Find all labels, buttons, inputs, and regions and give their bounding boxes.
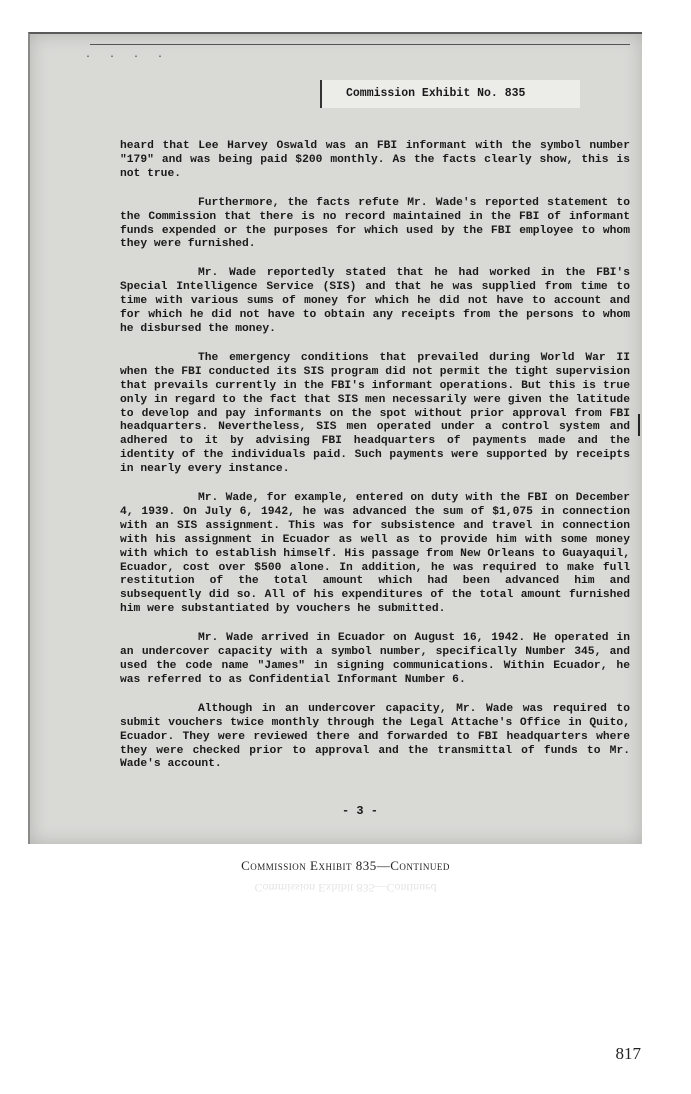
exhibit-label: Commission Exhibit No. 835 (320, 80, 580, 108)
scanned-page (28, 32, 642, 844)
bleed-through-text: Commission Exhibit 835—Continued (254, 881, 437, 895)
paragraph: Mr. Wade, for example, entered on duty with the FBI on December 4, 1939. On July 6, 1942, he was advanced the sum of $1,075 in connection with an SIS assignment. This was for subsistence and travel in connection with his assignment in Ecuador as well as to provide him with some money with which to establish himself. His passage from New Orleans to Guayaquil, Ecuador, cost over $500 alone. In addition, he was required to make full restitution of the total amount which had been advanced him and subsequently did so. All of his expenditures of the total amount furnished him were substantiated by vouchers he submitted. (120, 492, 630, 616)
letter-body (120, 140, 630, 787)
paragraph: The emergency conditions that prevailed during World War II when the FBI conducted its SIS program did not permit the tight supervision that prevails currently in the FBI's informant operations. But this is true only in regard to the fact that SIS men necessarily were given the latitude to develop and pay informants on the spot without prior approval from FBI headquarters. Nevertheless, SIS men operated under a control system and adhered to it by advising FBI headquarters of payments made and the identity of the individuals paid. Such payments were supported by receipts in nearly every instance. (120, 351, 630, 476)
margin-mark (638, 414, 640, 436)
inner-page-number: - 3 - (342, 804, 379, 818)
caption-text: Commission Exhibit 835—Continued (241, 858, 450, 873)
paragraph: Although in an undercover capacity, Mr. Wade was required to submit vouchers twice monthly through the Legal Attache's Office in Quito, Ecuador. They were reviewed there and forwarded to FBI headquarters where they were checked prior to approval and the transmittal of funds to Mr. Wade's account. (120, 702, 630, 771)
scan-specks: · · · · (85, 52, 170, 63)
paragraph: heard that Lee Harvey Oswald was an FBI informant with the symbol number "179" and was being paid $200 monthly. As the facts clearly show, this is not true. (120, 140, 630, 180)
paragraph: Mr. Wade reportedly stated that he had worked in the FBI's Special Intelligence Service (SIS) and that he was supplied from time to time with various sums of money for which he did not have to account and for which he did not have to obtain any receipts from the persons to whom he disbursed the money. (120, 267, 630, 335)
folio-page-number: 817 (615, 1044, 641, 1063)
paragraph: Furthermore, the facts refute Mr. Wade's reported statement to the Commission that there is no record maintained in the FBI of informant funds expended or the purposes for which used by the FBI employee to whom they were furnished. (120, 196, 630, 251)
scan-top-rule (90, 44, 630, 45)
exhibit-caption (0, 858, 691, 874)
paragraph: Mr. Wade arrived in Ecuador on August 16, 1942. He operated in an undercover capacity with a symbol number, specifically Number 345, and used the code name "James" in signing communications. Within Ecuador, he was referred to as Confidential Informant Number 6. (120, 632, 630, 686)
